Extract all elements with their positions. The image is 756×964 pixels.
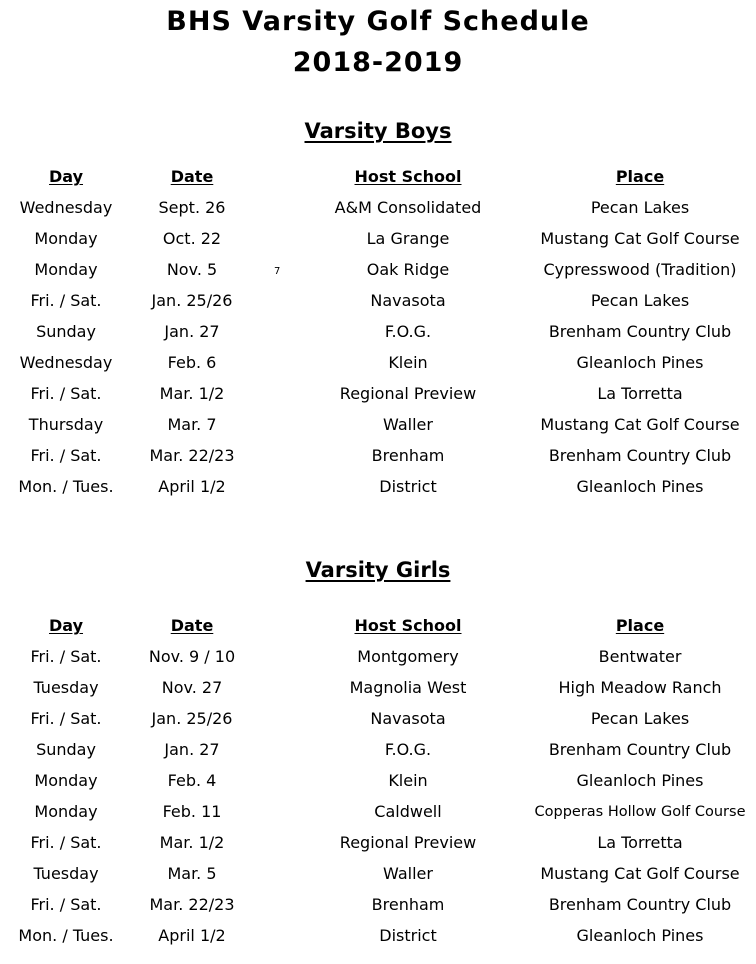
date-cell: Jan. 25/26 <box>151 291 233 310</box>
table-row <box>0 833 756 857</box>
girls-header-row <box>0 616 756 640</box>
place-cell: Mustang Cat Golf Course <box>540 864 740 883</box>
host-school-cell: Caldwell <box>374 802 442 821</box>
date-cell: Mar. 7 <box>167 415 217 434</box>
table-row <box>0 322 756 346</box>
host-school-cell: F.O.G. <box>384 740 432 759</box>
table-row <box>0 198 756 222</box>
table-row <box>0 895 756 919</box>
table-row <box>0 771 756 795</box>
header-day: Day <box>48 616 84 635</box>
day-cell: Wednesday <box>19 198 113 217</box>
date-cell: Sept. 26 <box>158 198 226 217</box>
table-row <box>0 229 756 253</box>
date-cell: Feb. 4 <box>167 771 217 790</box>
place-cell: La Torretta <box>597 384 683 403</box>
host-school-cell: District <box>379 477 437 496</box>
date-cell: Mar. 5 <box>167 864 217 883</box>
table-row <box>0 678 756 702</box>
host-school-cell: Oak Ridge <box>366 260 450 279</box>
place-cell: Brenham Country Club <box>548 740 732 759</box>
table-row <box>0 864 756 888</box>
place-cell: Mustang Cat Golf Course <box>540 229 740 248</box>
table-row <box>0 926 756 950</box>
header-date: Date <box>170 616 214 635</box>
boys-section-title: Varsity Boys <box>304 119 452 143</box>
place-cell: Bentwater <box>598 647 682 666</box>
header-place: Place <box>615 616 665 635</box>
boys-header-row <box>0 167 756 191</box>
date-cell: Feb. 6 <box>167 353 217 372</box>
day-cell: Wednesday <box>19 353 113 372</box>
date-cell: Feb. 11 <box>162 802 222 821</box>
place-cell: Cypresswood (Tradition) <box>543 260 737 279</box>
host-school-cell: Regional Preview <box>339 833 477 852</box>
place-cell: High Meadow Ranch <box>558 678 722 697</box>
day-cell: Monday <box>34 260 98 279</box>
date-cell: Nov. 27 <box>161 678 223 697</box>
host-school-cell: District <box>379 926 437 945</box>
day-cell: Fri. / Sat. <box>30 446 102 465</box>
host-school-cell: Klein <box>388 353 428 372</box>
date-cell: Nov. 5 <box>166 260 218 279</box>
place-cell: Pecan Lakes <box>590 291 690 310</box>
girls-section-title: Varsity Girls <box>305 558 451 582</box>
place-cell: Gleanloch Pines <box>576 477 704 496</box>
day-cell: Monday <box>34 802 98 821</box>
host-school-cell: Magnolia West <box>349 678 467 697</box>
page-title: BHS Varsity Golf Schedule <box>166 6 590 37</box>
place-cell: Mustang Cat Golf Course <box>540 415 740 434</box>
place-cell: Pecan Lakes <box>590 198 690 217</box>
day-cell: Fri. / Sat. <box>30 833 102 852</box>
date-cell: Mar. 22/23 <box>149 446 235 465</box>
table-row <box>0 291 756 315</box>
date-cell: April 1/2 <box>158 926 226 945</box>
place-cell: Copperas Hollow Golf Course <box>534 804 746 820</box>
place-cell: La Torretta <box>597 833 683 852</box>
host-school-cell: Navasota <box>370 291 446 310</box>
table-row <box>0 647 756 671</box>
day-cell: Fri. / Sat. <box>30 384 102 403</box>
place-cell: Gleanloch Pines <box>576 926 704 945</box>
table-row <box>0 709 756 733</box>
host-school-cell: Waller <box>383 864 433 883</box>
date-cell: April 1/2 <box>158 477 226 496</box>
header-day: Day <box>48 167 84 186</box>
host-school-cell: Brenham <box>371 895 445 914</box>
table-row <box>0 740 756 764</box>
date-cell: Nov. 9 / 10 <box>148 647 236 666</box>
day-cell: Tuesday <box>33 678 99 697</box>
table-row <box>0 477 756 501</box>
day-cell: Thursday <box>28 415 104 434</box>
host-school-cell: F.O.G. <box>384 322 432 341</box>
host-school-cell: Montgomery <box>357 647 459 666</box>
date-cell: Mar. 1/2 <box>159 384 225 403</box>
season-title: 2018-2019 <box>292 47 464 78</box>
place-cell: Pecan Lakes <box>590 709 690 728</box>
place-cell: Brenham Country Club <box>548 895 732 914</box>
date-cell: Oct. 22 <box>162 229 222 248</box>
day-cell: Mon. / Tues. <box>18 926 114 945</box>
day-cell: Fri. / Sat. <box>30 895 102 914</box>
place-cell: Gleanloch Pines <box>576 771 704 790</box>
place-cell: Brenham Country Club <box>548 446 732 465</box>
host-school-cell: A&M Consolidated <box>334 198 482 217</box>
date-cell: Mar. 22/23 <box>149 895 235 914</box>
host-school-cell: Navasota <box>370 709 446 728</box>
table-row <box>0 260 756 284</box>
header-date: Date <box>170 167 214 186</box>
day-cell: Sunday <box>36 740 96 759</box>
host-school-cell: Waller <box>383 415 433 434</box>
table-row <box>0 802 756 826</box>
date-cell: Jan. 27 <box>164 740 220 759</box>
table-row <box>0 446 756 470</box>
day-cell: Monday <box>34 771 98 790</box>
host-school-cell: La Grange <box>366 229 450 248</box>
table-row <box>0 384 756 408</box>
day-cell: Fri. / Sat. <box>30 647 102 666</box>
date-cell: Mar. 1/2 <box>159 833 225 852</box>
table-row <box>0 353 756 377</box>
stray-mark: 7 <box>274 266 281 277</box>
day-cell: Monday <box>34 229 98 248</box>
place-cell: Gleanloch Pines <box>576 353 704 372</box>
table-row <box>0 415 756 439</box>
day-cell: Mon. / Tues. <box>18 477 114 496</box>
host-school-cell: Brenham <box>371 446 445 465</box>
place-cell: Brenham Country Club <box>548 322 732 341</box>
day-cell: Tuesday <box>33 864 99 883</box>
header-host-school: Host School <box>354 616 462 635</box>
day-cell: Fri. / Sat. <box>30 291 102 310</box>
date-cell: Jan. 27 <box>164 322 220 341</box>
header-host-school: Host School <box>354 167 462 186</box>
date-cell: Jan. 25/26 <box>151 709 233 728</box>
host-school-cell: Klein <box>388 771 428 790</box>
day-cell: Sunday <box>36 322 96 341</box>
day-cell: Fri. / Sat. <box>30 709 102 728</box>
host-school-cell: Regional Preview <box>339 384 477 403</box>
header-place: Place <box>615 167 665 186</box>
